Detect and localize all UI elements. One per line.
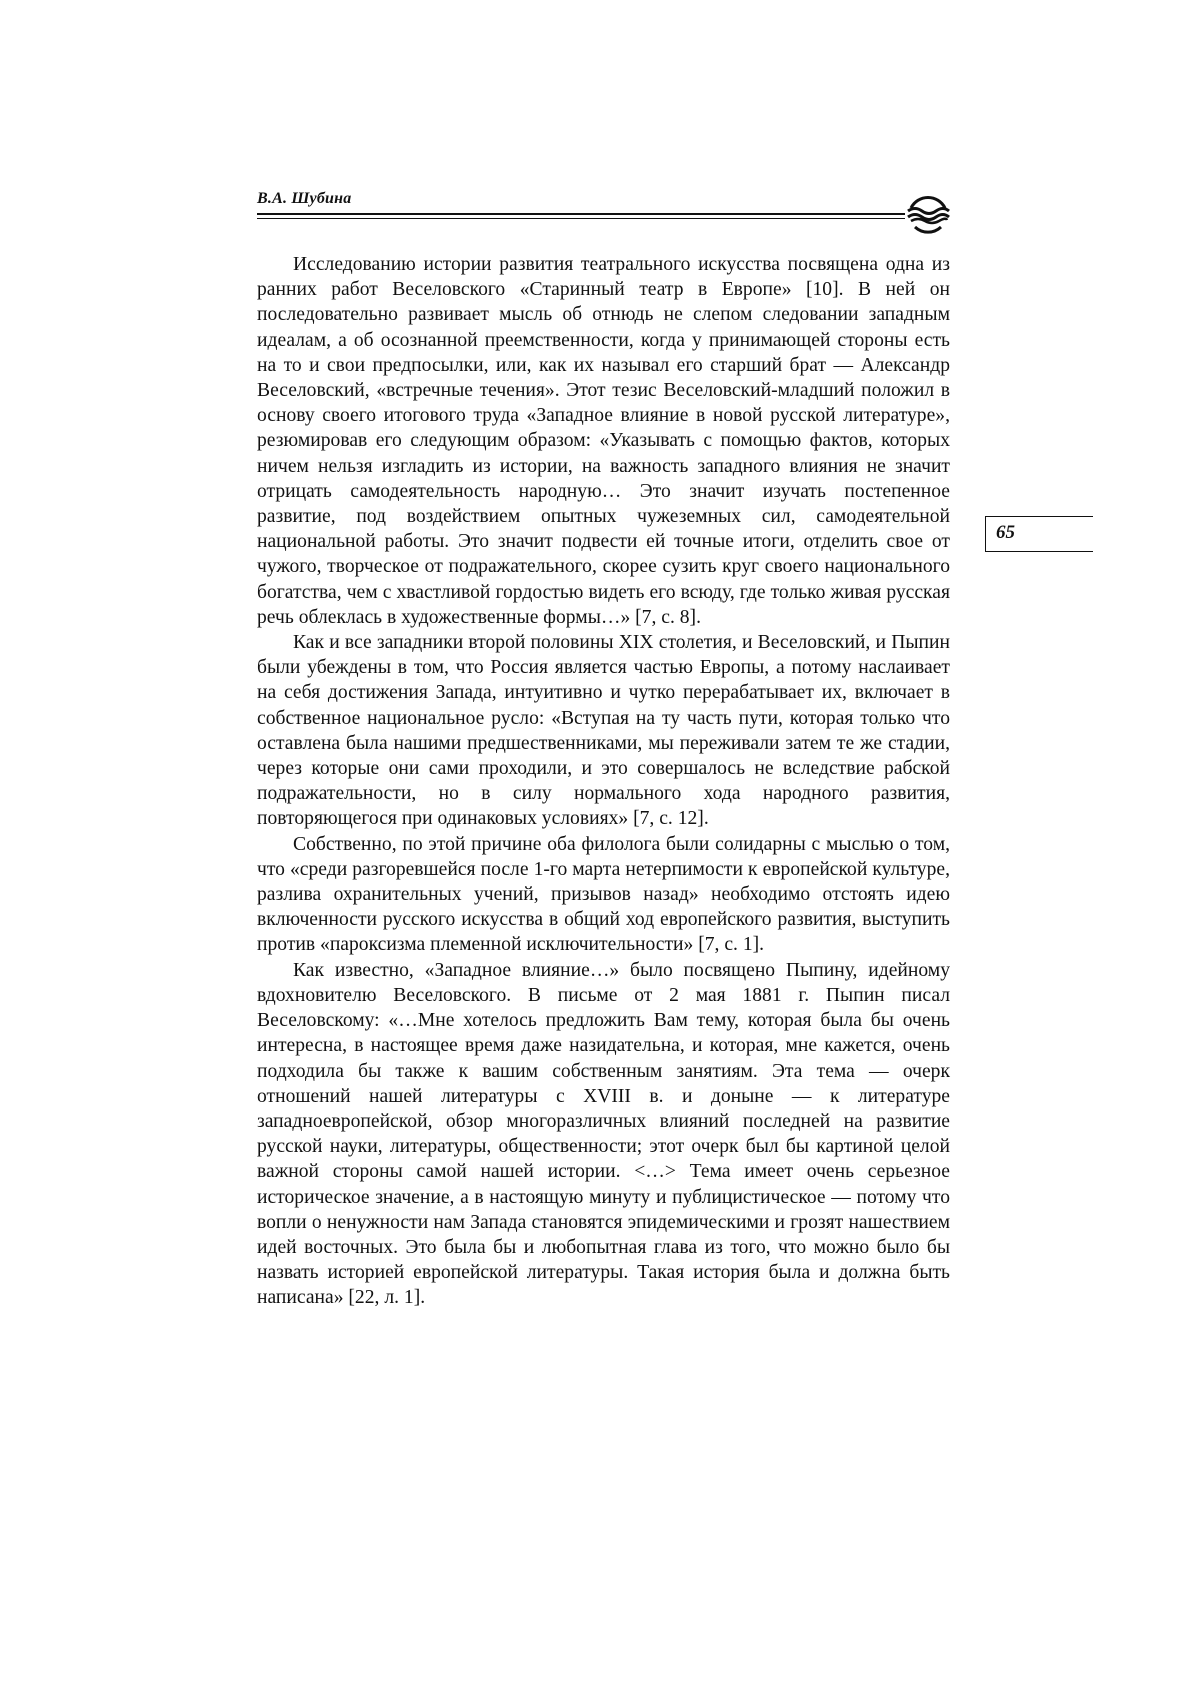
paragraph: Исследованию истории развития театрального искусства посвящена одна из ранних работ Веселовского «Старинный театр в Европе» [10]. В ней он последовательно развивает мысль об отнюдь не слепом следовании западным идеалам, а об осознанной преемственности, когда у принимающей стороны есть на то и свои предпосылки, или, как их называл его старший брат — Александр Веселовский, «встречные течения». Этот тезис Веселовский-младший положил в основу своего итогового труда «Западное влияние в новой русской литературе», резюмировав его следующим образом: «Указывать с помощью фактов, которых ничем нельзя изгладить из истории, на важность западного влияния не значит отрицать самодеятельность народную… Это значит изучать постепенное развитие, под воздействием опытных чужеземных сил, самодеятельной национальной работы. Это значит подвести ей точные итоги, отделить свое от чужого, творческое от подражательного, скорее сузить круг своего национального богатства, чем с хвастливой гордостью видеть его всюду, где только живая русская речь облеклась в художественные формы…» [7, с. 8]. [257,254,950,628]
page-number-box [985,516,1093,552]
running-header-author: В.А. Шубина [257,190,352,207]
paragraph: Собственно, по этой причине оба филолога были солидарны с мыслью о том, что «среди разгоревшейся после 1-го марта нетерпимости к европейской культуре, разлива охранительных учений, призывов назад» необходимо отстоять идею включенности русского искусства в общий ход европейского развития, выступить против «пароксизма племенной исключительности» [7, с. 1]. [257,833,950,956]
header-rule-thick [257,213,905,215]
waves-in-circle-logo [903,190,953,234]
body-text [257,252,950,1311]
paragraph: Как и все западники второй половины XIX столетия, и Веселовский, и Пыпин были убеждены в том, что Россия является частью Европы, а потому наслаивает на себя достижения Запада, интуитивно и чутко перерабатывает их, включает в собственное национальное русло: «Вступая на ту часть пути, которая только что оставлена была нашими предшественниками, мы переживали затем те же стадии, через которые они сами проходили, и это совершалось не вследствие рабской подражательности, но в силу нормального хода народного развития, повторяющегося при одинаковых условиях» [7, с. 12]. [257,632,950,830]
paragraph: Как известно, «Западное влияние…» было посвящено Пыпину, идейному вдохновителю Веселовского. В письме от 2 мая 1881 г. Пыпин писал Веселовскому: «…Мне хотелось предложить Вам тему, которая была бы очень интересна, в настоящее время даже назидательна, и которая, мне кажется, очень подходила бы также к вашим собственным занятиям. Эта тема — очерк отношений нашей литературы с XVIII в. и доныне — к литературе западноевропейской, обзор многоразличных влияний последней на развитие русской науки, литературы, общественности; этот очерк был бы картиной целой важной стороны самой нашей истории. <…> Тема имеет очень серьезное историческое значение, а в настоящую минуту и публицистическое — потому что вопли о ненужности нам Запада становятся эпидемическими и грозят нашествием идей восточных. Это была бы и любопытная глава из того, что можно было бы назвать историей европейской литературы. Такая история была и должна быть написана» [22, л. 1]. [257,959,950,1309]
header-rule-thin [257,218,905,219]
page-number: 65 [996,522,1015,543]
